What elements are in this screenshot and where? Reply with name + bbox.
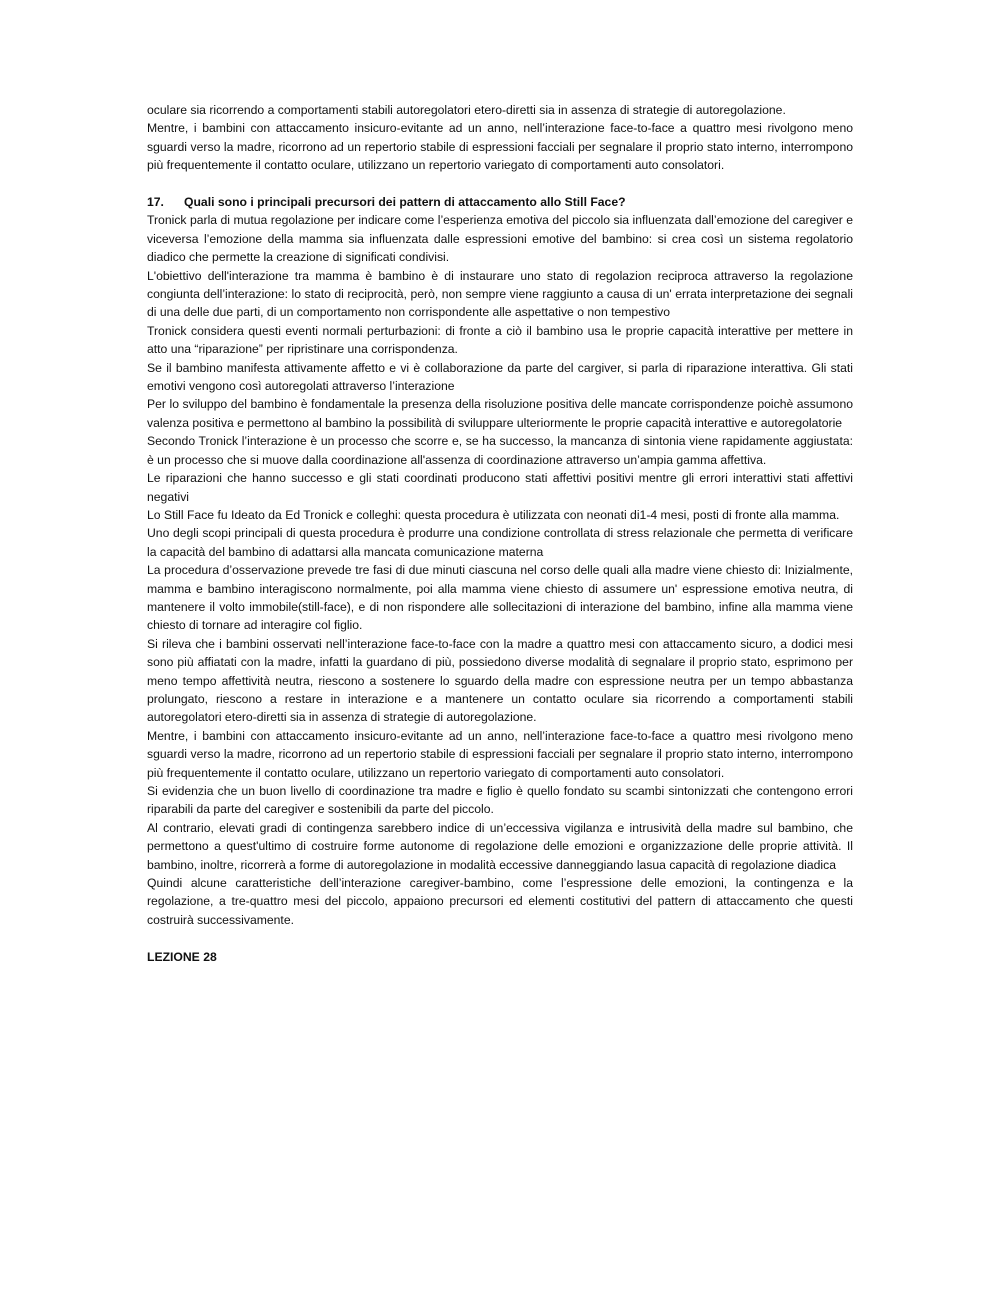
question-number: 17. [147, 195, 164, 210]
answer-paragraph: Tronick parla di mutua regolazione per indicare come l’esperienza emotiva del piccolo sia influenzata dall’emozione del caregiver e viceversa l’emozione della mamma sia influenzata dalle espressioni emotive del bambino: si crea così un sistema regolatorio diadico che permette la creazione di significati condivisi. [147, 213, 853, 265]
answer-paragraph: Tronick considera questi eventi normali perturbazioni: di fronte a ciò il bambino usa le proprie capacità interattive per mettere in atto una “riparazione” per ripristinare una corrispondenza. [147, 323, 853, 357]
answer-paragraph: Mentre, i bambini con attaccamento insicuro-evitante ad un anno, nell’interazione face-to-face a quattro mesi rivolgono meno sguardi verso la madre, ricorrono ad un repertorio stabile di espressioni facciali per segnalare il proprio stato interno, interrompono più frequentemente il contatto oculare, utilizzano un repertorio variegato di comportamenti auto consolatori. [147, 728, 853, 780]
answer-paragraph: Si evidenzia che un buon livello di coordinazione tra madre e figlio è quello fondato su scambi sintonizzati che contengono errori riparabili da parte del caregiver e sostenibili da parte del piccolo. [147, 784, 853, 817]
answer-paragraph: Lo Still Face fu Ideato da Ed Tronick e colleghi: questa procedura è utilizzata con neonati di1-4 mesi, posti di fronte alla mamma. [147, 507, 840, 522]
intro-paragraph-1: oculare sia ricorrendo a comportamenti stabili autoregolatori etero-diretti sia in assenza di strategie di autoregolazione. [147, 103, 786, 117]
answer-paragraph: Le riparazioni che hanno successo e gli stati coordinati producono stati affettivi positivi mentre gli errori interattivi stati affettivi negativi [147, 471, 853, 504]
lesson-heading: LEZIONE 28 [147, 949, 217, 964]
answer-paragraph: L'obiettivo dell'interazione tra mamma è bambino è di instaurare uno stato di regolazion reciproca attraverso la regolazione congiunta dell’interazione: lo stato di reciprocità, però, non sempre viene raggiunto a causa di un' errata interpretazione dei segnali di una delle due parti, di un comportamento non corrispondente alle aspettative o non tempestivo [147, 268, 853, 320]
question-heading [147, 193, 853, 211]
answer-paragraph: Per lo sviluppo del bambino è fondamentale la presenza della risoluzione positiva delle mancate corrispondenze poichè assumono valenza positiva e permettono al bambino la possibilità di sviluppare ulteriormente le proprie capacità interattive e autoregolatorie [147, 397, 853, 430]
document-page [147, 101, 853, 966]
answer-paragraph: La procedura d’osservazione prevede tre fasi di due minuti ciascuna nel corso delle quali alla madre viene chiesto di: Inizialmente, mamma e bambino interagiscono normalmente, poi alla mamma viene chiesto di assumere un' espressione emotiva neutra, di mantenere il volto immobile(still-face), e di non rispondere alle sollecitazioni di interazione del bambino, infine alla mamma viene chiesto di tornare ad interagire col figlio. [147, 563, 853, 633]
answer-paragraph: Uno degli scopi principali di questa procedura è produrre una condizione controllata di stress relazionale che permetta di verificare la capacità del bambino di adattarsi alla mancata comunicazione materna [147, 526, 853, 559]
question-title: Quali sono i principali precursori dei pattern di attaccamento allo Still Face? [184, 195, 626, 210]
answer-paragraph: Si rileva che i bambini osservati nell’interazione face-to-face con la madre a quattro mesi con attaccamento sicuro, a dodici mesi sono più affiatati con la madre, infatti la guardano di più, possiedono diverse modalità di segnalare il proprio stato, esprimono per meno tempo affettività neutra, riescono a sostenere lo sguardo della madre con espressione neutra per un tempo abbastanza prolungato, riescono a restare in interazione e a mantenere un contatto oculare sia ricorrendo a comportamenti stabili autoregolatori etero-diretti sia in assenza di strategie di autoregolazione. [147, 636, 853, 725]
answer-paragraph: Se il bambino manifesta attivamente affetto e vi è collaborazione da parte del cargiver, si parla di riparazione interattiva. Gli stati emotivi vengono così autoregolati attraverso l’interazione [147, 360, 853, 394]
answer-paragraph: Al contrario, elevati gradi di contingenza sarebbero indice di un’eccessiva vigilanza e intrusività della madre sul bambino, che permettono a quest'ultimo di costruire forme autonome di regolazione delle emozioni e organizzazione delle proprie attività. Il bambino, inoltre, ricorrerà a forme di autoregolazione in modalità eccessive danneggiando lasua capacità di regolazione diadica [147, 820, 853, 872]
intro-paragraph-2: Mentre, i bambini con attaccamento insicuro-evitante ad un anno, nell’interazione face-to-face a quattro mesi rivolgono meno sguardi verso la madre, ricorrono ad un repertorio stabile di espressioni facciali per segnalare il proprio stato interno, interrompono più frequentemente il contatto oculare, utilizzano un repertorio variegato di comportamenti auto consolatori. [147, 121, 853, 173]
answer-paragraph: Secondo Tronick l’interazione è un processo che scorre e, se ha successo, la mancanza di sintonia viene rapidamente aggiustata: è un processo che si muove dalla coordinazione all'assenza di coordinazione attraverso un’ampia gamma affettiva. [147, 434, 853, 467]
answer-paragraph: Quindi alcune caratteristiche dell’interazione caregiver-bambino, come l’espressione delle emozioni, la contingenza e la regolazione, a tre-quattro mesi del piccolo, appaiono precursori ed elementi costitutivi del pattern di attaccamento che questi costruirà successivamente. [147, 876, 853, 927]
